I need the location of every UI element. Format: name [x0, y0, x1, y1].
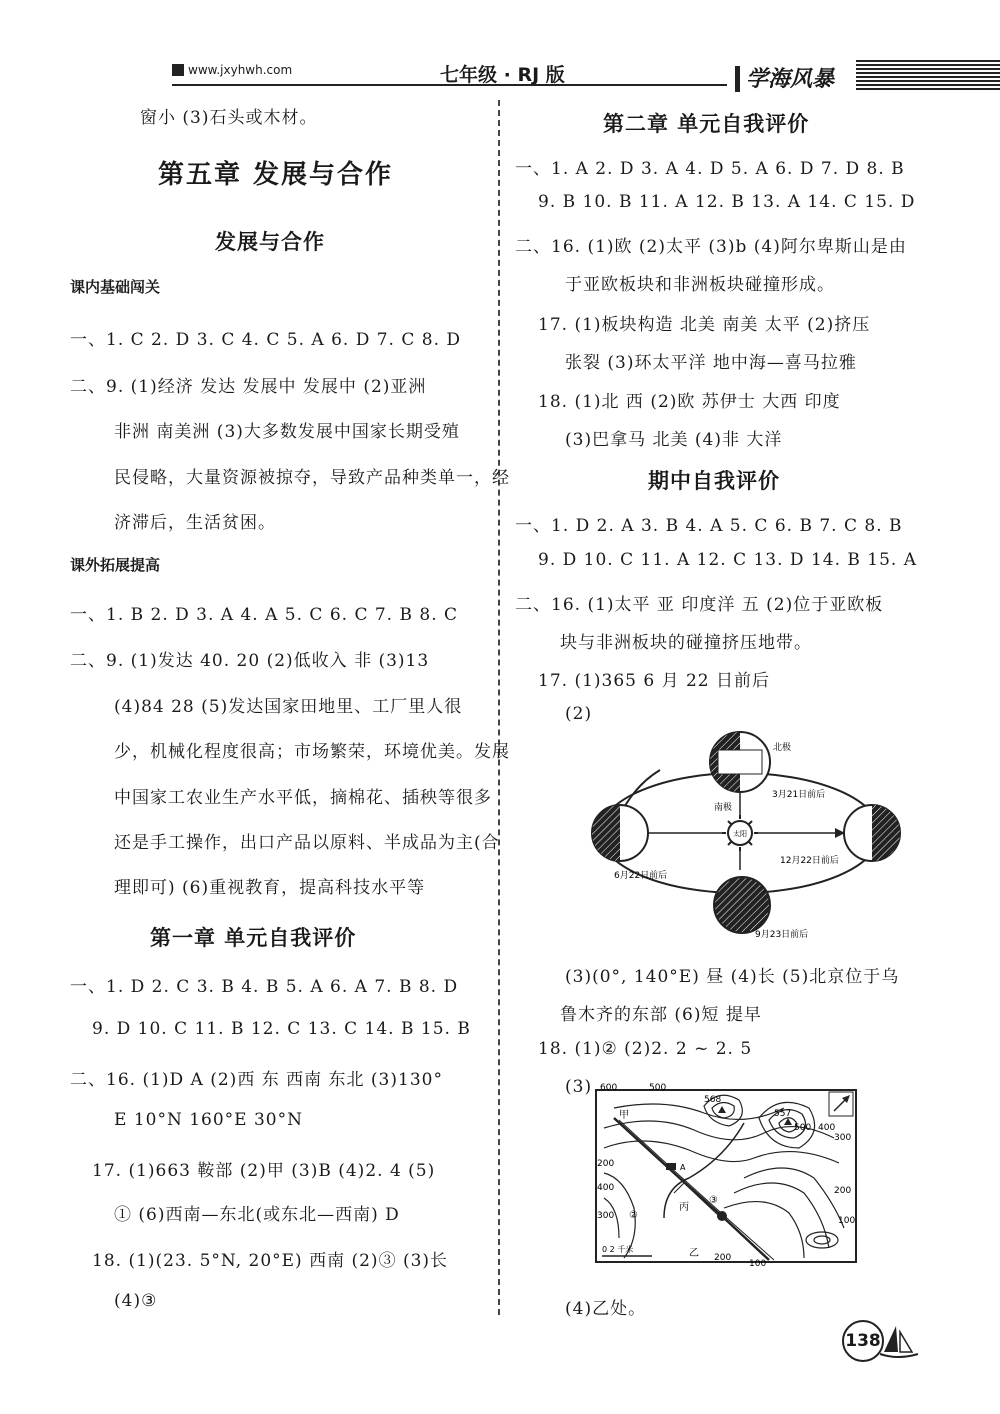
svg-text:南极: 南极 [714, 803, 733, 813]
svg-text:0 2 千米: 0 2 千米 [602, 1245, 634, 1254]
earth-top [710, 732, 770, 792]
svg-text:568: 568 [704, 1095, 722, 1105]
answer-line: 18. (1)(23. 5°N, 20°E) 西南 (2)③ (3)长 [92, 1251, 449, 1271]
map-frame [596, 1090, 856, 1262]
answer-line: (2) [565, 704, 593, 724]
svg-text:400: 400 [597, 1183, 615, 1193]
answer-line: 18. (1)北 西 (2)欧 苏伊士 大西 印度 [538, 392, 841, 412]
answer-line: 张裂 (3)环太平洋 地中海—喜马拉雅 [565, 353, 857, 373]
svg-text:3月21日前后: 3月21日前后 [772, 790, 826, 800]
header-title: 七年级 · RJ 版 [440, 64, 565, 86]
answer-line: 二、16. (1)欧 (2)太平 (3)b (4)阿尔卑斯山是由 [515, 237, 907, 257]
svg-text:A: A [680, 1163, 686, 1172]
answer-line: (4)84 28 (5)发达国家田地里、工厂里人很 [114, 697, 463, 717]
header-url: www.jxyhwh.com [188, 63, 293, 77]
answer-line: 一、1. A 2. D 3. A 4. D 5. A 6. D 7. D 8. B [515, 159, 905, 179]
svg-text:600: 600 [600, 1083, 618, 1093]
answer-line: 17. (1)663 鞍部 (2)甲 (3)B (4)2. 4 (5) [92, 1161, 436, 1181]
svg-text:400: 400 [818, 1123, 836, 1133]
answer-line: 中国家工农业生产水平低，摘棉花、插秧等很多 [114, 788, 492, 808]
point-icon [717, 1211, 727, 1221]
answer-line: 二、9. (1)经济 发达 发展中 发展中 (2)亚洲 [70, 377, 427, 397]
svg-text:200: 200 [834, 1186, 852, 1196]
svg-text:300: 300 [597, 1211, 615, 1221]
answer-line: 二、9. (1)发达 40. 20 (2)低收入 非 (3)13 [70, 651, 430, 671]
answer-line: 二、16. (1)太平 亚 印度洋 五 (2)位于亚欧板 [515, 595, 884, 615]
sailboat-icon [878, 1322, 920, 1360]
page-number: 138 [842, 1320, 884, 1362]
svg-text:③: ③ [709, 1195, 718, 1206]
brand-logo: 学海风暴 [746, 66, 835, 92]
midterm-title: 期中自我评价 [648, 469, 780, 493]
earth-bottom [714, 877, 770, 933]
answer-line: (4)③ [114, 1291, 158, 1311]
brand-bar-icon [735, 66, 740, 92]
svg-text:500: 500 [794, 1123, 812, 1133]
svg-text:557: 557 [774, 1109, 792, 1119]
svg-text:②: ② [629, 1210, 638, 1221]
column-divider [498, 100, 500, 1315]
answer-line: 于亚欧板块和非洲板块碰撞形成。 [565, 275, 835, 295]
answer-line: (3)(0°, 140°E) 昼 (4)长 (5)北京位于乌 [565, 967, 900, 987]
svg-text:9月23日前后: 9月23日前后 [755, 930, 809, 940]
sun-icon [722, 815, 758, 851]
answer-line: 9. D 10. C 11. B 12. C 13. C 14. B 15. B [92, 1019, 471, 1039]
subsection-title: 课内基础闯关 [70, 278, 161, 296]
answer-line: (3) [565, 1077, 593, 1097]
text-line: 窗小 (3)石头或木材。 [140, 108, 318, 128]
answer-line: 一、1. C 2. D 3. C 4. C 5. A 6. D 7. C 8. D [70, 330, 462, 350]
svg-text:北极: 北极 [773, 743, 792, 753]
svg-text:6月22日前后: 6月22日前后 [614, 871, 668, 881]
svg-text:太阳: 太阳 [733, 830, 747, 838]
svg-text:丙: 丙 [679, 1202, 689, 1213]
subsection-title: 课外拓展提高 [70, 556, 161, 574]
svg-text:500: 500 [649, 1083, 667, 1093]
answer-line: 民侵略，大量资源被掠夺，导致产品种类单一，经 [114, 468, 510, 488]
answer-line: (3)巴拿马 北美 (4)非 大洋 [565, 430, 783, 450]
svg-text:甲: 甲 [619, 1110, 629, 1121]
bullet-square-icon [172, 64, 184, 76]
answer-line: 还是手工操作，出口产品以原料、半成品为主(合 [114, 833, 500, 853]
earth-right [844, 805, 900, 861]
answer-line: 二、16. (1)D A (2)西 东 西南 东北 (3)130° [70, 1070, 443, 1090]
answer-line: 块与非洲板块的碰撞挤压地带。 [560, 633, 812, 653]
section-title: 发展与合作 [215, 230, 325, 254]
north-arrow-icon [829, 1092, 853, 1116]
answer-line: 一、1. D 2. C 3. B 4. B 5. A 6. A 7. B 8. D [70, 977, 459, 997]
answer-line: 18. (1)② (2)2. 2 ~ 2. 5 [538, 1039, 753, 1059]
answer-line: 9. D 10. C 11. A 12. C 13. D 14. B 15. A [538, 550, 918, 570]
svg-text:乙: 乙 [689, 1248, 699, 1259]
svg-text:100: 100 [838, 1216, 856, 1226]
answer-line: 鲁木齐的东部 (6)短 提早 [560, 1005, 762, 1025]
answer-line: 一、1. B 2. D 3. A 4. A 5. C 6. C 7. B 8. C [70, 605, 459, 625]
svg-text:200: 200 [597, 1159, 615, 1169]
answer-line: 非洲 南美洲 (3)大多数发展中国家长期受殖 [114, 422, 460, 442]
answer-line: 17. (1)板块构造 北美 南美 太平 (2)挤压 [538, 315, 871, 335]
chapter1-title: 第一章 单元自我评价 [150, 926, 357, 950]
svg-text:200: 200 [714, 1253, 732, 1263]
chapter-title: 第五章 发展与合作 [158, 160, 394, 190]
svg-text:100: 100 [749, 1259, 767, 1268]
answer-line: 9. B 10. B 11. A 12. B 13. A 14. C 15. D [538, 192, 916, 212]
answer-line: 少，机械化程度很高；市场繁荣，环境优美。发展 [114, 742, 510, 762]
chapter2-title: 第二章 单元自我评价 [603, 112, 810, 136]
answer-line: ① (6)西南—东北(或东北—西南) D [114, 1205, 400, 1225]
answer-line: 17. (1)365 6 月 22 日前后 [538, 671, 771, 691]
svg-text:12月22日前后: 12月22日前后 [780, 856, 839, 866]
contour-map [594, 1078, 860, 1268]
header-rule [172, 84, 727, 86]
earth-left [592, 805, 648, 861]
svg-text:300: 300 [834, 1133, 852, 1143]
answer-line: (4)乙处。 [565, 1299, 647, 1319]
answer-line: E 10°N 160°E 30°N [114, 1110, 303, 1130]
answer-line: 理即可) (6)重视教育，提高科技水平等 [114, 878, 426, 898]
answer-line: 一、1. D 2. A 3. B 4. A 5. C 6. B 7. C 8. B [515, 516, 903, 536]
header-stripes [856, 60, 1000, 92]
building-icon [666, 1163, 676, 1170]
earth-orbit-diagram [590, 730, 910, 940]
answer-line: 济滞后，生活贫困。 [114, 513, 276, 533]
